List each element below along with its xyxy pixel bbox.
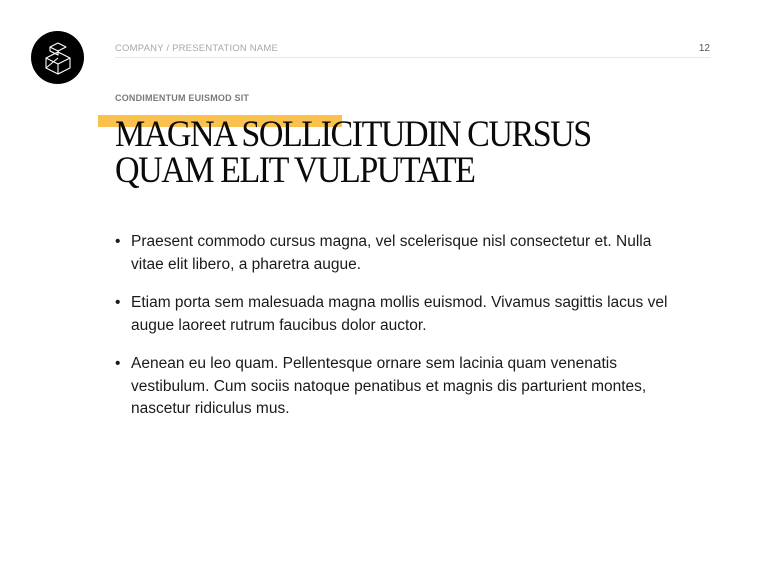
bullet-text: Etiam porta sem malesuada magna mollis euismod. Vivamus sagittis lacus vel augue laoreet rutrum faucibus dolor auctor. bbox=[131, 294, 668, 334]
slide-title bbox=[115, 114, 591, 191]
company-logo bbox=[31, 31, 84, 84]
bullet-dot-icon: • bbox=[115, 233, 121, 250]
bullet-list bbox=[115, 231, 675, 437]
isometric-box-icon bbox=[43, 41, 73, 75]
bullet-text: Praesent commodo cursus magna, vel scelerisque nisl consectetur et. Nulla vitae elit libero, a pharetra augue. bbox=[131, 233, 652, 273]
breadcrumb: COMPANY / PRESENTATION NAME bbox=[115, 43, 279, 54]
page-number: 12 bbox=[698, 43, 710, 54]
title-line-2: QUAM ELIT VULPUTATE bbox=[115, 150, 475, 191]
bullet-item bbox=[115, 292, 675, 337]
bullet-item bbox=[115, 353, 675, 421]
bullet-dot-icon: • bbox=[115, 294, 121, 311]
bullet-dot-icon: • bbox=[115, 355, 121, 372]
title-line-1: MAGNA SOLLICITUDIN CURSUS bbox=[115, 114, 591, 155]
bullet-text: Aenean eu leo quam. Pellentesque ornare sem lacinia quam venenatis vestibulum. Cum sociis natoque penatibus et magnis dis parturient montes, nascetur ridiculus mus. bbox=[131, 355, 647, 417]
header-divider bbox=[115, 57, 711, 58]
bullet-item bbox=[115, 231, 675, 276]
slide-eyebrow: CONDIMENTUM EUISMOD SIT bbox=[115, 93, 250, 103]
